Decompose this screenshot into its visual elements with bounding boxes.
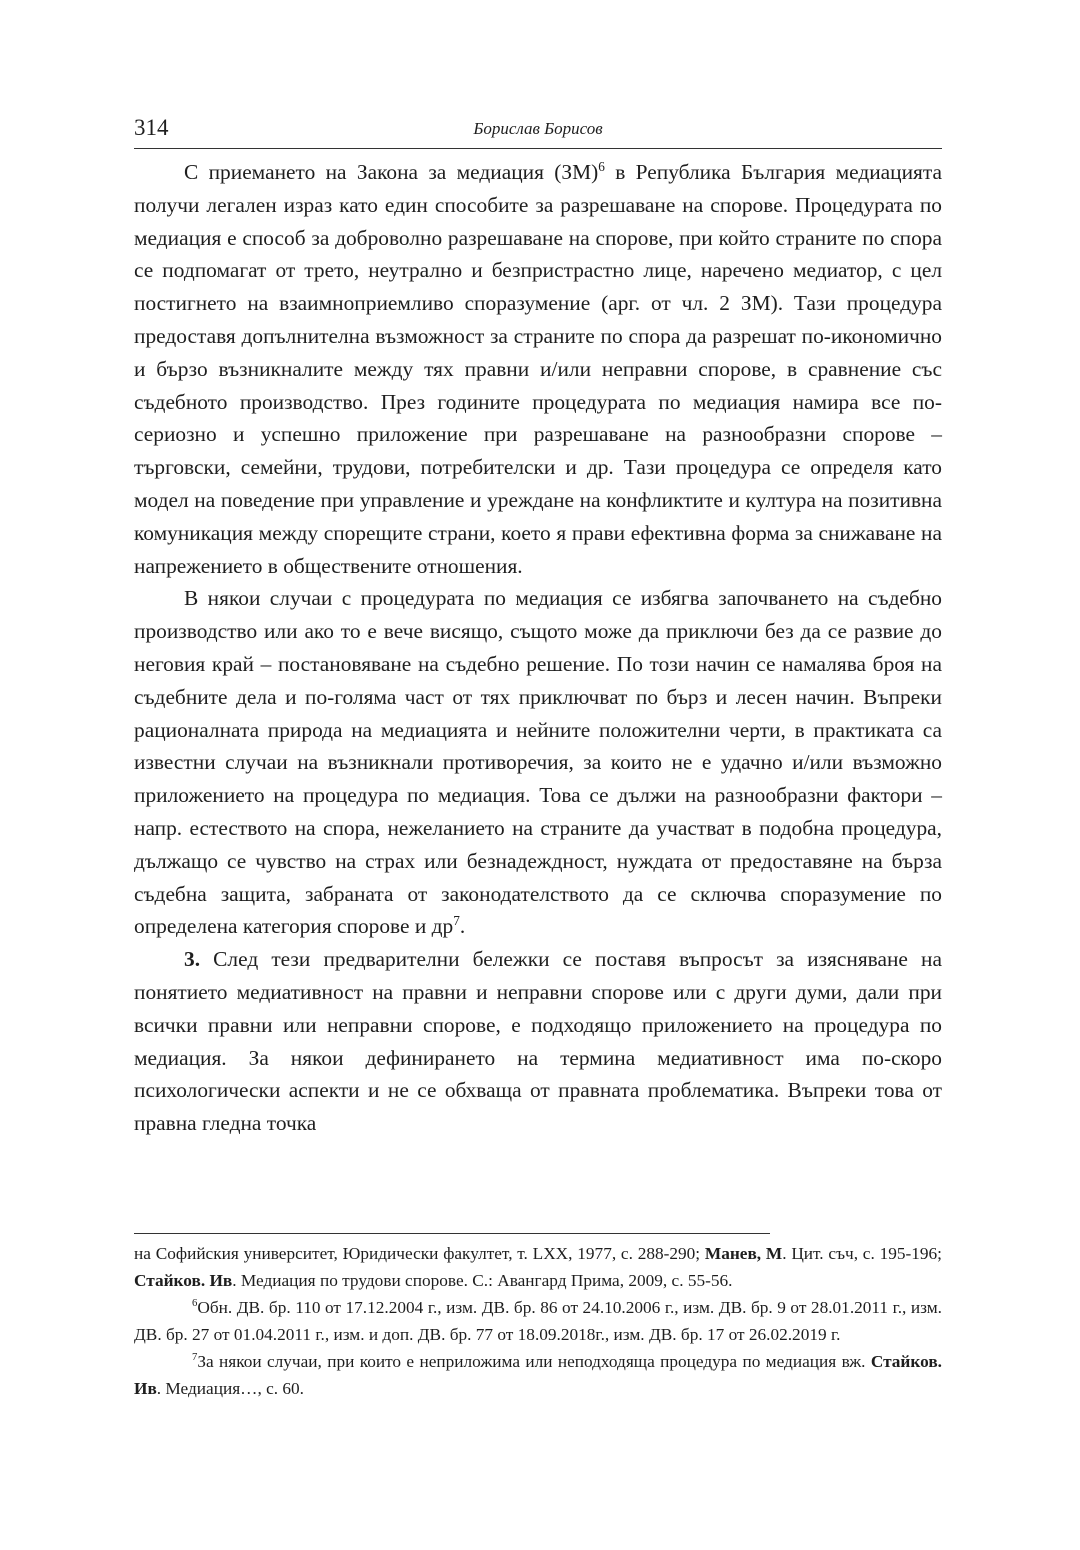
cited-author-manev: Манев, М: [704, 1244, 783, 1263]
footnote-separator: [134, 1233, 770, 1234]
main-text: [134, 156, 942, 1140]
footnote-ref-6: 6: [598, 158, 605, 174]
footnote-7-text-end: . Медиация…, с. 60.: [156, 1379, 304, 1398]
footnotes: [134, 1240, 942, 1402]
footnote-6-number: 6: [192, 1297, 198, 1310]
footnote-7-number: 7: [192, 1351, 198, 1364]
paragraph-2-end: .: [459, 914, 466, 939]
footnote-6: [134, 1294, 942, 1348]
paragraph-1: [134, 156, 942, 582]
footnote-6-text: Обн. ДВ. бр. 110 от 17.12.2004 г., изм. ДВ. бр. 86 от 24.10.2006 г., изм. ДВ. бр. 9 от 28.01.2011 г., изм. ДВ. бр. 27 от 01.04.2011 г., изм. и доп. ДВ. бр. 77 от 18.09.2018г., изм. ДВ. бр. 17 от 26.02.2019 г.: [134, 1298, 942, 1344]
paragraph-2: [134, 582, 942, 943]
paragraph-1-rest: в Република България медиацията получи легален израз като един способите за разрешаване на спорове. Процедурата по медиация е способ за доброволно разрешаване на спорове, при който страните по спора се подпомагат от трето, неутрално и безпристрастно лице, наречено медиатор, с цел постигнето на взаимноприемливо споразумение (арг. от чл. 2 ЗМ). Тази процедура предоставя допълнителна възможност за страните по спора да разрешат по-икономично и бързо възникналите между тях правни и/или неправни спорове, в сравнение със съдебното производство. През годините процедурата по медиация намира все по-сериозно и успешно приложение при разрешаване на разнообразни спорове – търговски, семейни, трудови, потребителски и др. Тази процедура се определя като модел на поведение при управление и уреждане на конфликтите и култура на позитивна комуникация между спорещите страни, което я прави ефективна форма за снижаване на напрежението в обществените отношения.: [134, 160, 942, 578]
page-header: [134, 112, 942, 149]
running-head-author: Борислав Борисов: [473, 119, 603, 138]
paragraph-1-start: С приемането на Закона за медиация (ЗМ): [184, 160, 599, 184]
footnote-continuation-text: на Софийския университет, Юридически факултет, т. LXX, 1977, с. 288-290;: [134, 1244, 705, 1263]
section-number: 3.: [184, 947, 201, 972]
footnote-continuation: [134, 1240, 942, 1294]
cited-author-staykov-2: Стайков. Ив: [134, 1352, 942, 1398]
page-number: 314: [134, 115, 169, 140]
footnote-7-text: За някои случаи, при които е неприложима или неподходяща процедура по медиация вж.: [197, 1352, 871, 1371]
footnote-7: [134, 1348, 942, 1402]
footnote-ref-7: 7: [453, 913, 460, 929]
paragraph-2-text: В някои случаи с процедурата по медиация се избягва започването на съдебно производство или ако то е вече висящо, същото може да приключи без да се развие до неговия край – постановяване на съдебно решение. По този начин се намалява броя на съдебните дела и по-голяма част от тях приключват по бърз и лесен начин. Въпреки рационалната природа на медиацията и нейните положителни черти, в практиката са известни случаи на възникнали противоречия, за които не е удачно и/или възможно приложението на процедура по медиация. Това се дължи на разнообразни фактори – напр. естеството на спора, нежеланието на страните да участват в подобна процедура, дължащо се чувство на страх или безнадеждност, нуждата от предоставяне на бърза съдебна защита, забраната от законодателството да се сключва споразумение по определена категория спорове и др: [134, 586, 942, 939]
footnote-continuation-text-3: . Медиация по трудови спорове. С.: Авангард Прима, 2009, с. 55-56.: [232, 1271, 733, 1290]
cited-author-staykov: Стайков. Ив: [134, 1271, 233, 1290]
paragraph-3-text: След тези предварителни бележки се поставя въпросът за изясняване на понятието медиативност на правни и неправни спорове или с други думи, дали при всички правни или неправни спорове, е подходящо приложението на процедура по медиация. За някои дефинирането на термина медиативност има по-скоро психологически аспекти и не се обхваща от правната проблематика. Въпреки това от правна гледна точка: [134, 947, 942, 1136]
paragraph-3: [134, 943, 942, 1140]
footnote-continuation-text-2: . Цит. съч, с. 195-196;: [782, 1244, 942, 1263]
